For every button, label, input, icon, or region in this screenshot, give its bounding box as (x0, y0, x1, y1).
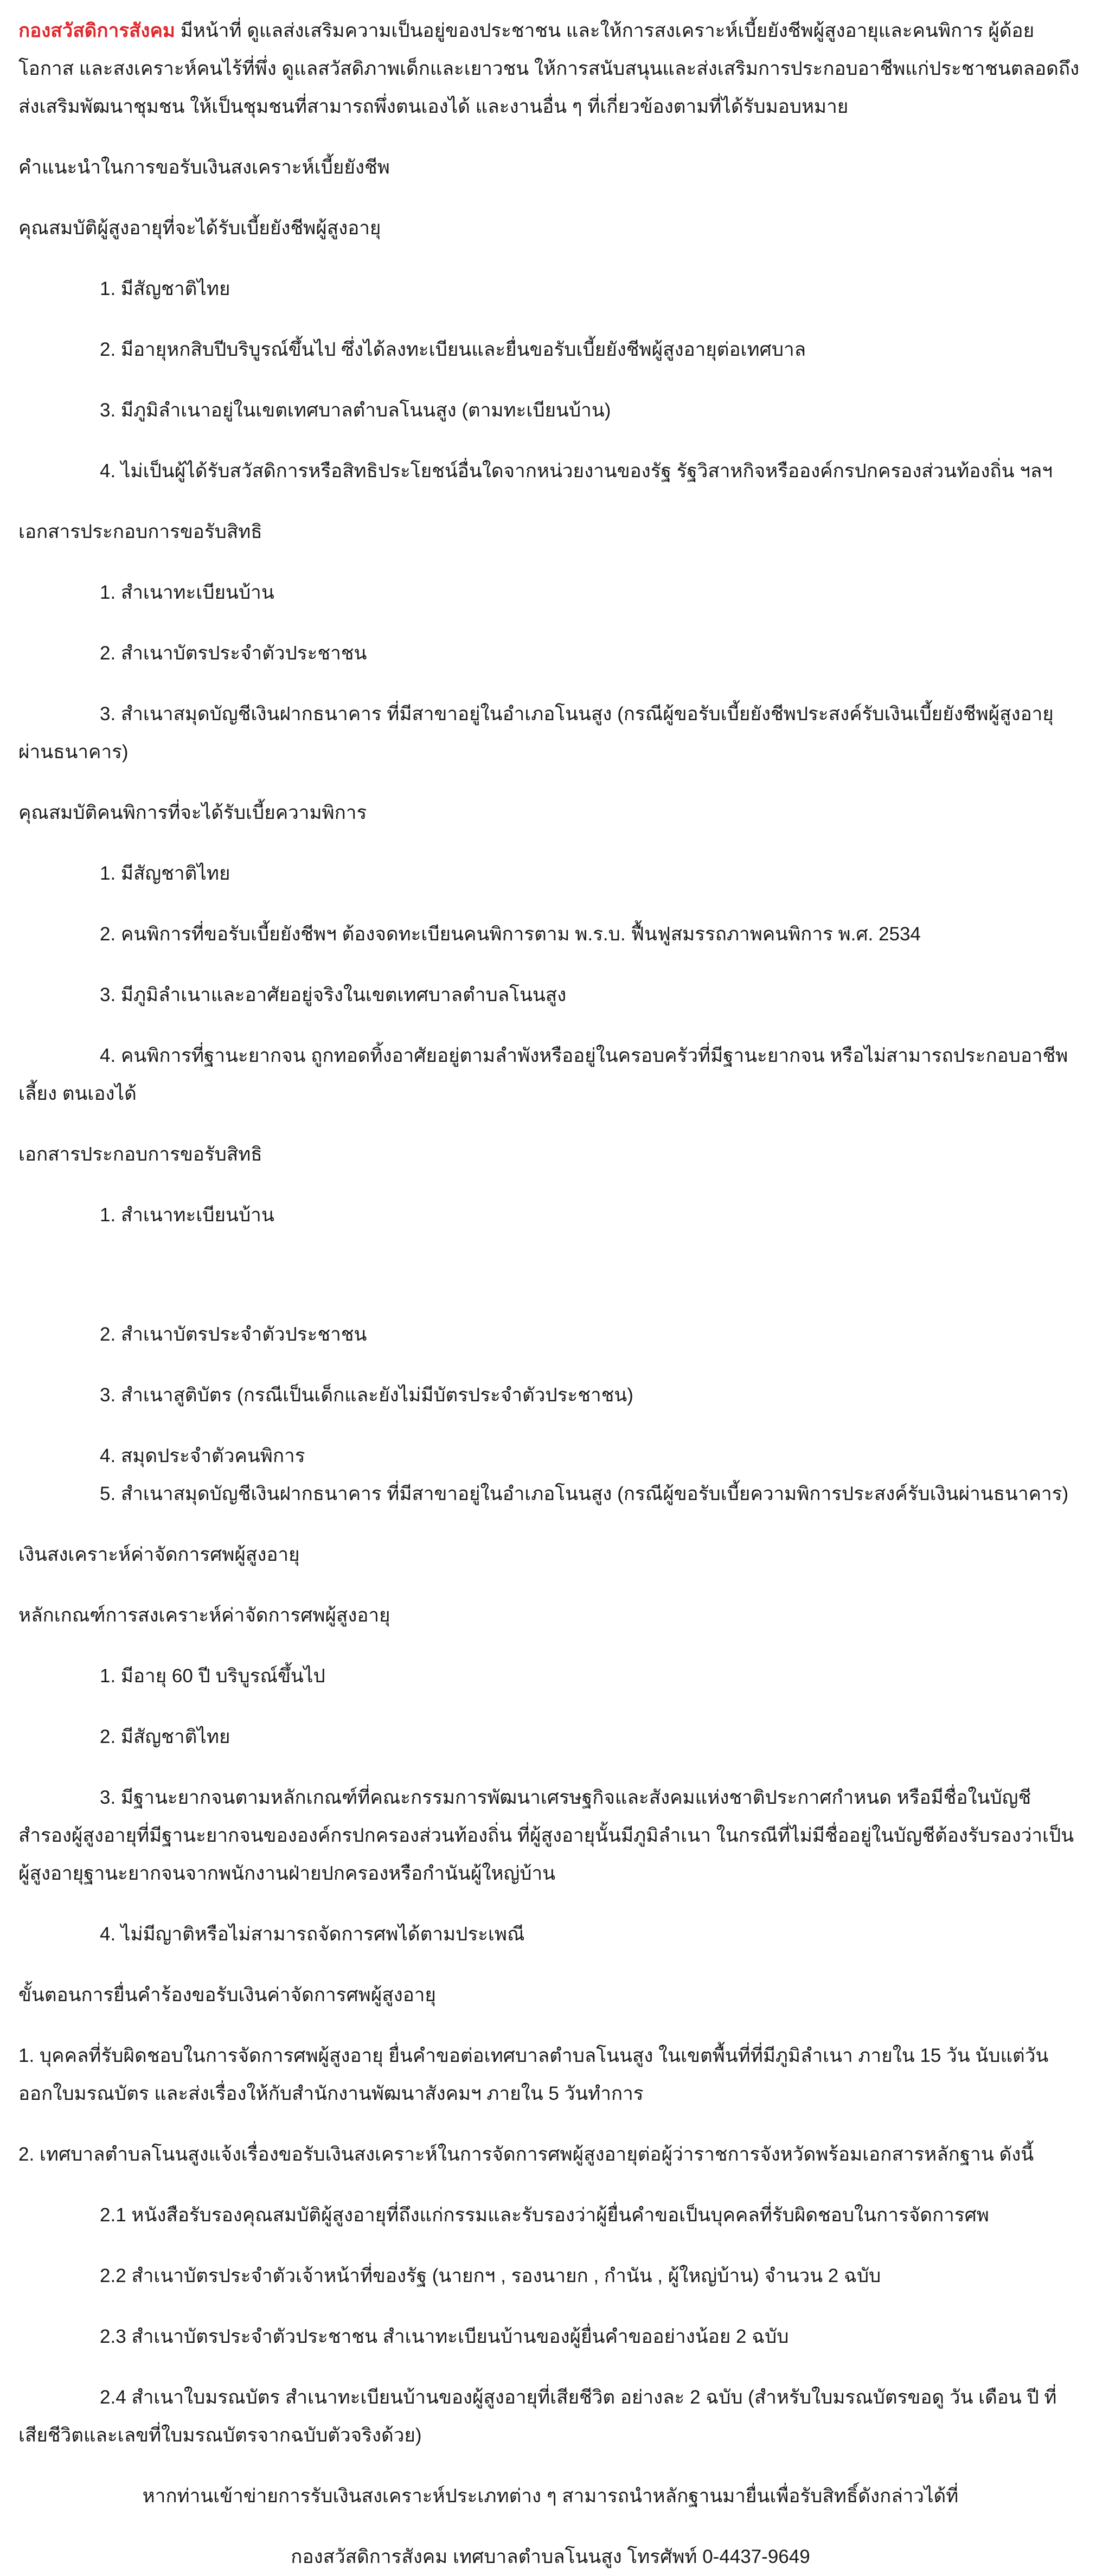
list-item: 3. สำเนาสูติบัตร (กรณีเป็นเด็กและยังไม่มีบัตรประจำตัวประชาชน) (100, 1385, 633, 1406)
list-item: 3. มีฐานะยากจนตามหลักเกณฑ์ที่คณะกรรมการพัฒนาเศรษฐกิจและสังคมแห่งชาติประกาศกำหนด หรือมีชื่อในบัญชีสำรองผู้สูงอายุที่มีฐานะยากจนขององค์กรปกครองส่วนท้องถิ่น ที่ผู้สูงอายุนั้นมีภูมิลำเนา ในกรณีที่ไม่มีชื่ออยู่ในบัญชีต้องรับรองว่าเป็นผู้สูงอายุฐานะยากจนจากพนักงานฝ่ายปกครองหรือกำนันผู้ใหญ่บ้าน (18, 1787, 1074, 1884)
list-item: 4. ไม่มีญาติหรือไม่สามารถจัดการศพได้ตามประเพณี (100, 1924, 525, 1945)
funeral-steps-title: ขั้นตอนการยื่นคำร้องขอรับเงินค่าจัดการศพผู้สูงอายุ (18, 1984, 436, 2005)
list-item: 1. มีอายุ 60 ปี บริบูรณ์ขึ้นไป (100, 1665, 325, 1687)
list-item: 2.3 สำเนาบัตรประจำตัวประชาชน สำเนาทะเบียนบ้านของผู้ยื่นคำขออย่างน้อย 2 ฉบับ (100, 2326, 789, 2347)
list-item: 2. เทศบาลตำบลโนนสูงแจ้งเรื่องขอรับเงินสงเคราะห์ในการจัดการศพผู้สูงอายุต่อผู้ว่าราชการจังหวัดพร้อมเอกสารหลักฐาน ดังนี้ (18, 2144, 1034, 2165)
list-item: 4. สมุดประจำตัวคนพิการ (100, 1445, 305, 1466)
list-item: 3. มีภูมิลำเนาและอาศัยอยู่จริงในเขตเทศบาลตำบลโนนสูง (100, 984, 567, 1005)
list-item: 2.1 หนังสือรับรองคุณสมบัติผู้สูงอายุที่ถึงแก่กรรมและรับรองว่าผู้ยื่นคำขอเป็นบุคคลที่รับผิดชอบในการจัดการศพ (100, 2205, 989, 2226)
list-item: 1. บุคคลที่รับผิดชอบในการจัดการศพผู้สูงอายุ ยื่นคำขอต่อเทศบาลตำบลโนนสูง ในเขตพื้นที่ที่มีภูมิลำเนา ภายใน 15 วัน นับแต่วันออกใบมรณบัตร และส่งเรื่องให้กับสำนักงานพัฒนาสังคมฯ ภายใน 5 วันทำการ (18, 2045, 1049, 2104)
list-item: 1. สำเนาทะเบียนบ้าน (100, 582, 274, 603)
list-item: 2. สำเนาบัตรประจำตัวประชาชน (100, 643, 367, 664)
list-item: 2. คนพิการที่ขอรับเบี้ยยังชีพฯ ต้องจดทะเบียนคนพิการตาม พ.ร.บ. ฟื้นฟูสมรรถภาพคนพิการ พ.ศ. 2534 (100, 924, 921, 945)
intro-text: มีหน้าที่ ดูแลส่งเสริมความเป็นอยู่ของประชาชน และให้การสงเคราะห์เบี้ยยังชีพผู้สูงอายุและคนพิการ ผู้ด้อยโอกาส และสงเคราะห์คนไร้ที่พึ่ง ดูแลสวัสดิภาพเด็กและเยาวชน ให้การสนับสนุนและส่งเสริมการประกอบอาชีพแก่ประชาชนตลอดถึงส่งเสริมพัฒนาชุมชน ให้เป็นชุมชนที่สามารถพึ่งตนเองได้ และงานอื่น ๆ ที่เกี่ยวข้องตามที่ได้รับมอบหมาย (18, 20, 1080, 117)
list-item: 3. สำเนาสมุดบัญชีเงินฝากธนาคาร ที่มีสาขาอยู่ในอำเภอโนนสูง (กรณีผู้ขอรับเบี้ยยังชีพประสงค์รับเงินเบี้ยยังชีพผู้สูงอายุผ่านธนาคาร) (18, 703, 1054, 762)
section-title-allowance: คำแนะนำในการขอรับเงินสงเคราะห์เบี้ยยังชีพ (18, 157, 390, 178)
footer-contact: กองสวัสดิการสังคม เทศบาลตำบลโนนสูง โทรศัพท์ 0-4437-9649 (291, 2546, 810, 2567)
list-item: 1. มีสัญชาติไทย (100, 863, 230, 884)
org-name: กองสวัสดิการสังคม (18, 20, 175, 41)
elderly-qualifications-title: คุณสมบัติผู้สูงอายุที่จะได้รับเบี้ยยังชีพผู้สูงอายุ (18, 217, 381, 239)
footer-note: หากท่านเข้าข่ายการรับเงินสงเคราะห์ประเภทต่าง ๆ สามารถนำหลักฐานมายื่นเพื่อรับสิทธิ์ดังกล่าวได้ที่ (142, 2485, 959, 2507)
list-item: 1. มีสัญชาติไทย (100, 278, 230, 299)
list-item: 4. คนพิการที่ฐานะยากจน ถูกทอดทิ้งอาศัยอยู่ตามลำพังหรืออยู่ในครอบครัวที่มีฐานะยากจน หรือไม่สามารถประกอบอาชีพเลี้ยง ตนเองได้ (18, 1045, 1068, 1104)
funeral-criteria-title: หลักเกณฑ์การสงเคราะห์ค่าจัดการศพผู้สูงอายุ (18, 1605, 390, 1626)
elderly-docs-title: เอกสารประกอบการขอรับสิทธิ (18, 521, 262, 542)
list-item: 4. ไม่เป็นผู้ได้รับสวัสดิการหรือสิทธิประโยชน์อื่นใดจากหน่วยงานของรัฐ รัฐวิสาหกิจหรือองค์กรปกครองส่วนท้องถิ่น ฯลฯ (100, 460, 1053, 482)
funeral-title: เงินสงเคราะห์ค่าจัดการศพผู้สูงอายุ (18, 1544, 300, 1565)
list-item: 1. สำเนาทะเบียนบ้าน (100, 1204, 274, 1226)
list-item: 2. มีสัญชาติไทย (100, 1726, 230, 1747)
list-item: 2. สำเนาบัตรประจำตัวประชาชน (100, 1324, 367, 1345)
list-item: 2.2 สำเนาบัตรประจำตัวเจ้าหน้าที่ของรัฐ (นายกฯ , รองนายก , กำนัน , ผู้ใหญ่บ้าน) จำนวน 2 ฉบับ (100, 2265, 881, 2286)
list-item: 3. มีภูมิลำเนาอยู่ในเขตเทศบาลตำบลโนนสูง (ตามทะเบียนบ้าน) (100, 400, 611, 421)
intro-paragraph (18, 12, 1082, 126)
list-item: 5. สำเนาสมุดบัญชีเงินฝากธนาคาร ที่มีสาขาอยู่ในอำเภอโนนสูง (กรณีผู้ขอรับเบี้ยความพิการประสงค์รับเงินผ่านธนาคาร) (100, 1483, 1069, 1504)
list-item: 2.4 สำเนาใบมรณบัตร สำเนาทะเบียนบ้านของผู้สูงอายุที่เสียชีวิต อย่างละ 2 ฉบับ (สำหรับใบมรณบัตรขอดู วัน เดือน ปี ที่เสียชีวิตและเลขที่ใบมรณบัตรจากฉบับตัวจริงด้วย) (18, 2387, 1057, 2446)
list-item: 2. มีอายุหกสิบปีบริบูรณ์ขึ้นไป ซึ่งได้ลงทะเบียนและยื่นขอรับเบี้ยยังชีพผู้สูงอายุต่อเทศบาล (100, 339, 806, 360)
disabled-docs-title: เอกสารประกอบการขอรับสิทธิ (18, 1144, 262, 1165)
disabled-qualifications-title: คุณสมบัติคนพิการที่จะได้รับเบี้ยความพิการ (18, 802, 367, 823)
